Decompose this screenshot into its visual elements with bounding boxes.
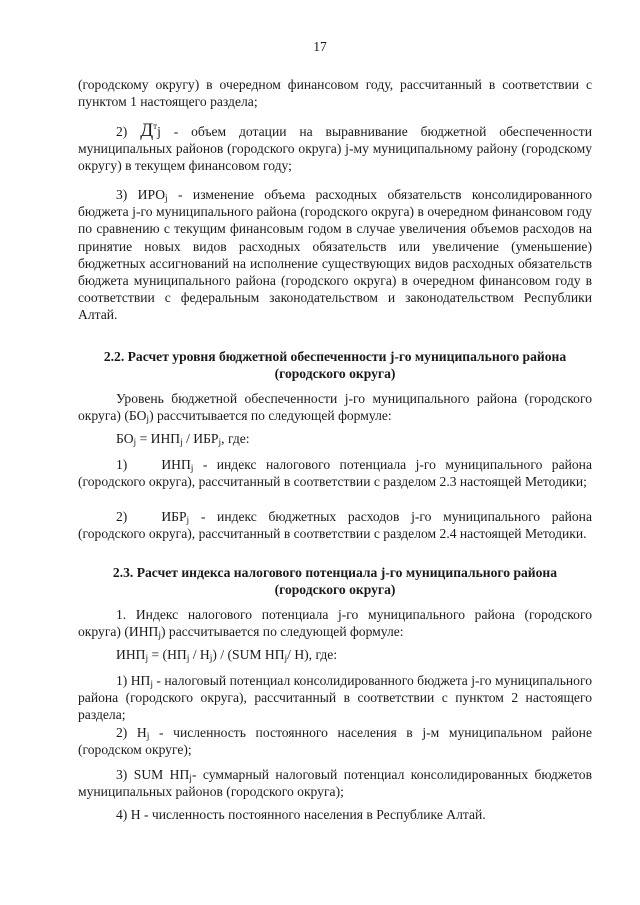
subscript: j: [146, 415, 150, 426]
item-text: - изменение объема расходных обязательств консолидированного бюджета j-го муниципального района (городского округа) в очередном финансовом году по сравнению с текущим финансовым годом в случае увеличения объемов расходов на принятие новых видов расходных обязательств или увеличение (уменьшение) бюджетных ассигнований на исполнение существующих видов расходных обязательств бюджета муниципального района (городского округа) в очередном финансовом году в соответствии с федеральным законодательством и законодательством Республики Алтай.: [78, 187, 592, 323]
formula-part: , где:: [221, 431, 250, 446]
subscript: j: [190, 464, 194, 474]
page-number: 17: [313, 39, 327, 54]
subscript: j: [284, 654, 288, 664]
list-number: 2): [116, 509, 128, 524]
subscript: j: [218, 438, 222, 448]
text-segment: ) рассчитывается по следующей формуле:: [160, 624, 404, 640]
paragraph-item-2: [78, 122, 592, 175]
item-subscript: j: [165, 194, 168, 204]
formula-inp: [78, 646, 592, 663]
text-segment: Уровень бюджетной обеспеченности j-го муниципального района (городского округа) (БО: [78, 391, 592, 424]
list-text: - индекс налогового потенциала j-го муниципального района (городского округа), рассчитанный в соответствии с разделом 2.3 настоящей Методики;: [78, 457, 592, 490]
item-label: 3) ИРО: [116, 187, 166, 202]
section-heading-2-2: 2.2. Расчет уровня бюджетной обеспеченности j-го муниципального района (городского округа): [103, 349, 567, 382]
paragraph-bo-intro: [78, 390, 592, 424]
paragraph-continuation: (городскому округу) в очередном финансовом году, рассчитанный в соответствии с пунктом 1 настоящего раздела;: [78, 77, 592, 110]
definition-total-population: 4) Н - численность постоянного населения в Республике Алтай.: [116, 807, 486, 822]
definition-sum-np: [78, 766, 592, 800]
subscript: j: [150, 680, 153, 690]
formula-part: ИНП: [116, 647, 146, 662]
definition-text: - численность постоянного населения в j-м муниципальном районе (городском округе);: [78, 725, 592, 758]
definition-label: 3) SUM НП: [116, 767, 190, 782]
definition-label: 2) Н: [116, 725, 147, 740]
subscript: j: [186, 516, 190, 526]
definition-text: - суммарный налоговый потенциал консолидированных бюджетов муниципальных районов (городского округа);: [78, 767, 592, 800]
formula-part: = (НП: [148, 647, 187, 662]
formula-part: / Н), где:: [287, 647, 338, 662]
list-item-inp: [78, 456, 592, 490]
item-number: 2): [116, 124, 128, 139]
formula-part: / ИБР: [182, 431, 219, 446]
subscript: j: [146, 732, 150, 742]
subscript: j: [189, 774, 192, 784]
text-segment: ) рассчитывается по следующей формуле:: [149, 408, 392, 424]
dotation-superscript: т: [153, 121, 158, 131]
dotation-subscript: j: [157, 124, 161, 139]
subscript: j: [133, 438, 137, 448]
definition-np: [78, 672, 592, 724]
definition-n: [78, 724, 592, 758]
formula-part: БО: [116, 431, 134, 446]
text-segment: 1. Индекс налогового потенциала j-го муниципального района (городского округа) (ИНП: [78, 607, 592, 640]
formula-part: = ИНП: [136, 431, 181, 446]
definition-label: 1) НП: [116, 673, 151, 688]
paragraph-inp-intro: [78, 606, 592, 640]
subscript: j: [180, 438, 183, 448]
list-text: - индекс бюджетных расходов j-го муниципального района (городского округа), рассчитанный в соответствии с разделом 2.4 настоящей Методики.: [78, 509, 592, 542]
dotation-symbol: Д: [140, 120, 154, 141]
formula-part: ) / (SUM НП: [212, 647, 285, 662]
definition-text: - налоговый потенциал консолидированного бюджета j-го муниципального района (городского округа), рассчитанный в соответствии с пунктом 2 настоящего раздела;: [78, 673, 592, 723]
section-heading-2-3: 2.3. Расчет индекса налогового потенциала j-го муниципального района (городского округа): [112, 565, 558, 598]
subscript: j: [209, 654, 213, 664]
formula-part: / Н: [189, 647, 210, 662]
subscript: j: [145, 654, 149, 664]
subscript: j: [158, 631, 161, 642]
list-label: ИБР: [161, 509, 187, 524]
subscript: j: [186, 654, 190, 664]
list-item-ibr: [78, 508, 592, 542]
list-label: ИНП: [161, 457, 191, 472]
paragraph-item-3: [78, 186, 592, 324]
item-text: - объем дотации на выравнивание бюджетной обеспеченности муниципальных районов (городского округа) j-му муниципальному району (городскому округу) в текущем финансовом году;: [78, 124, 592, 174]
formula-bo: [78, 430, 592, 447]
list-number: 1): [116, 457, 128, 472]
